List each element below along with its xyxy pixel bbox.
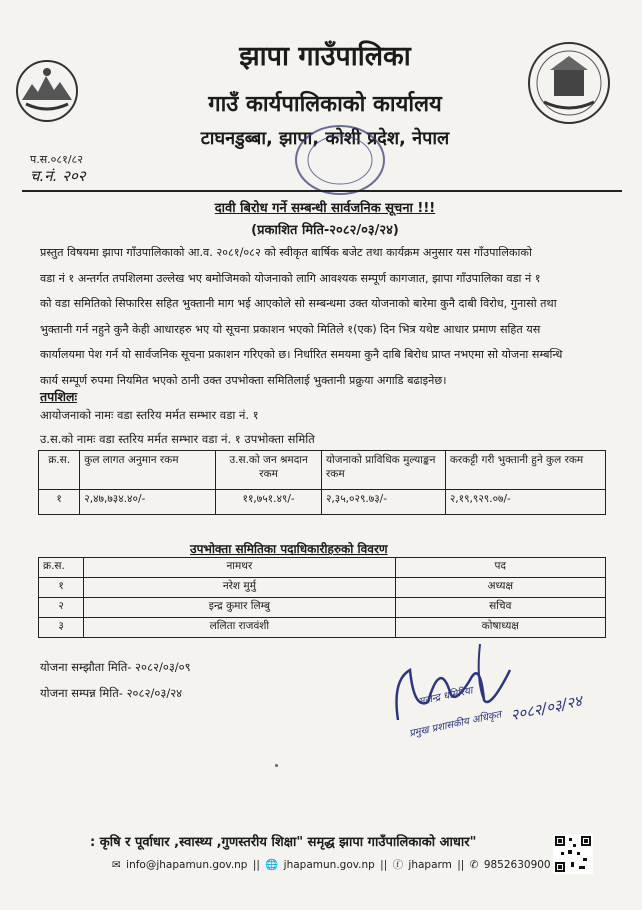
column-header: करकट्टी गरी भुक्तानी हुने कुल रकम bbox=[445, 451, 605, 490]
column-header: उ.स.को जन श्रमदान रकम bbox=[216, 451, 322, 490]
nepal-emblem-icon bbox=[14, 58, 80, 124]
table-row bbox=[39, 618, 606, 638]
table-cell: इन्द्र कुमार लिम्बु bbox=[84, 598, 395, 618]
table-cell: २,१९,९२९.०७/- bbox=[445, 490, 605, 515]
column-header: क्र.स. bbox=[39, 451, 80, 490]
signature-date: २०८२/०३/२४ bbox=[508, 691, 584, 725]
officials-table bbox=[38, 557, 606, 638]
column-header: नामथर bbox=[84, 558, 395, 578]
column-header: योजनाको प्राविधिक मुल्याङ्कन रकम bbox=[321, 451, 445, 490]
table-row bbox=[39, 598, 606, 618]
column-header: पद bbox=[395, 558, 606, 578]
notice-title: दावी बिरोध गर्ने सम्बन्धी सार्वजनिक सूचना !!! bbox=[214, 201, 436, 216]
table-cell: ३ bbox=[39, 618, 84, 638]
notice-body bbox=[40, 240, 606, 393]
table-cell: १ bbox=[39, 490, 80, 515]
body-line: कार्यालयमा पेश गर्न यो सार्वजनिक सूचना प्रकाशन गरिएको छ। निर्धारित समयमा कुनै दाबि बिरोध प्राप्त नभएमा सो योजना सम्बन्धि bbox=[40, 348, 563, 361]
table-cell: कोषाध्यक्ष bbox=[395, 618, 606, 638]
office-address: टाघनडुब्बा, झापा, कोशी प्रदेश, नेपाल bbox=[200, 128, 450, 149]
officials-heading: उपभोक्ता समितिका पदाधिकारीहरुको विवरण bbox=[190, 542, 388, 556]
table-header-row bbox=[39, 451, 606, 490]
footer-website[interactable]: jhapamun.gov.np bbox=[283, 859, 375, 871]
footer-facebook[interactable]: jhaparm bbox=[408, 859, 452, 871]
body-line: को वडा समितिको सिफारिस सहित भुक्तानी माग भई आएकोले सो सम्बन्धमा उक्त योजनाको बारेमा कुनै दाबी विरोध, गुनासो तथा bbox=[40, 297, 557, 310]
table-cell: सचिव bbox=[395, 598, 606, 618]
footer-motto: : कृषि र पूर्वाधार ,स्वास्थ्य ,गुणस्तरीय शिक्षा" समृद्ध झापा गाउँपालिकाको आधार" bbox=[90, 835, 477, 850]
reference-number: प.स.०८१/८२ bbox=[30, 153, 83, 166]
cost-table bbox=[38, 450, 606, 515]
table-cell: ११,७५१.४९/- bbox=[216, 490, 322, 515]
header-divider bbox=[22, 190, 622, 192]
municipality-name: झापा गाउँपालिका bbox=[239, 41, 411, 72]
column-header: क्र.स. bbox=[39, 558, 84, 578]
footer-contact: ✉ info@jhapamun.gov.np || 🌐 jhapamun.gov.np || ⓕ jhaparm || ✆ 9852630900 bbox=[112, 859, 551, 871]
project-name: आयोजनाको नामः वडा स्तरिय मर्मत सम्भार वडा नं. १ bbox=[40, 408, 259, 422]
details-heading: तपशिलः bbox=[40, 389, 77, 404]
scan-speck bbox=[275, 764, 278, 767]
column-header: कुल लागत अनुमान रकम bbox=[80, 451, 216, 490]
facebook-icon: ⓕ bbox=[392, 859, 404, 871]
table-cell: २,४७,७३४.४०/- bbox=[80, 490, 216, 515]
phone-icon: ✆ bbox=[469, 859, 479, 871]
office-stamp-icon bbox=[290, 120, 390, 200]
footer-email[interactable]: info@jhapamun.gov.np bbox=[126, 859, 248, 871]
published-date: (प्रकाशित मिति-२०८२/०३/२४) bbox=[251, 223, 399, 238]
agreement-date: योजना सम्झौता मिति- २०८२/०३/०९ bbox=[40, 660, 191, 674]
signatory-name: मजेन्द्र धमिरिया bbox=[417, 685, 474, 708]
office-name: गाउँ कार्यपालिकाको कार्यालय bbox=[208, 92, 442, 117]
committee-name: उ.स.को नामः वडा स्तरिय मर्मत सम्भार वडा नं. १ उपभोक्ता समिति bbox=[40, 432, 315, 446]
body-line: कार्य सम्पूर्ण रुपमा नियमित भएको ठानी उक्त उपभोक्ता समितिलाई भुक्तानी प्रक्रुया अगाडि बढाइनेछ। bbox=[40, 373, 447, 387]
qr-code-icon bbox=[553, 834, 593, 874]
table-row bbox=[39, 578, 606, 598]
municipality-logo-icon bbox=[526, 40, 612, 126]
table-header-row bbox=[39, 558, 606, 578]
body-line: वडा नं १ अन्तर्गत तपशिलमा उल्लेख भए बमोजिमको योजनाको लागि आवश्यक सम्पूर्ण कागजात, झापा गाँउपालिका वडा नं १ bbox=[40, 271, 541, 285]
footer-phone[interactable]: 9852630900 bbox=[483, 859, 551, 871]
dispatch-number: च.नं. २०२ bbox=[30, 167, 86, 185]
table-row bbox=[39, 490, 606, 515]
globe-icon: 🌐 bbox=[265, 859, 279, 871]
table-cell: २,३५,०२९.७३/- bbox=[321, 490, 445, 515]
table-cell: अध्यक्ष bbox=[395, 578, 606, 598]
body-line: प्रस्तुत विषयमा झापा गाँउपालिकाको आ.व. २०८१/०८२ को स्वीकृत बार्षिक बजेट तथा कार्यक्रम अनुसार यस गाँउपालिकाको bbox=[40, 246, 532, 259]
completion-date: योजना सम्पन्न मिति- २०८२/०३/२४ bbox=[40, 686, 183, 700]
table-cell: नरेश मुर्मु bbox=[84, 578, 395, 598]
table-cell: १ bbox=[39, 578, 84, 598]
table-cell: २ bbox=[39, 598, 84, 618]
email-icon: ✉ bbox=[112, 859, 121, 871]
body-line: भुक्तानी गर्न नहुने कुनै केही आधारहरु भए यो सूचना प्रकाशन भएको मितिले १(एक) दिन भित्र यथेष्ट आधार प्रमाण सहित यस bbox=[40, 322, 541, 336]
signatory-designation: प्रमुख प्रशासकीय अधिकृत bbox=[408, 709, 503, 740]
table-cell: ललिता राजवंशी bbox=[84, 618, 395, 638]
